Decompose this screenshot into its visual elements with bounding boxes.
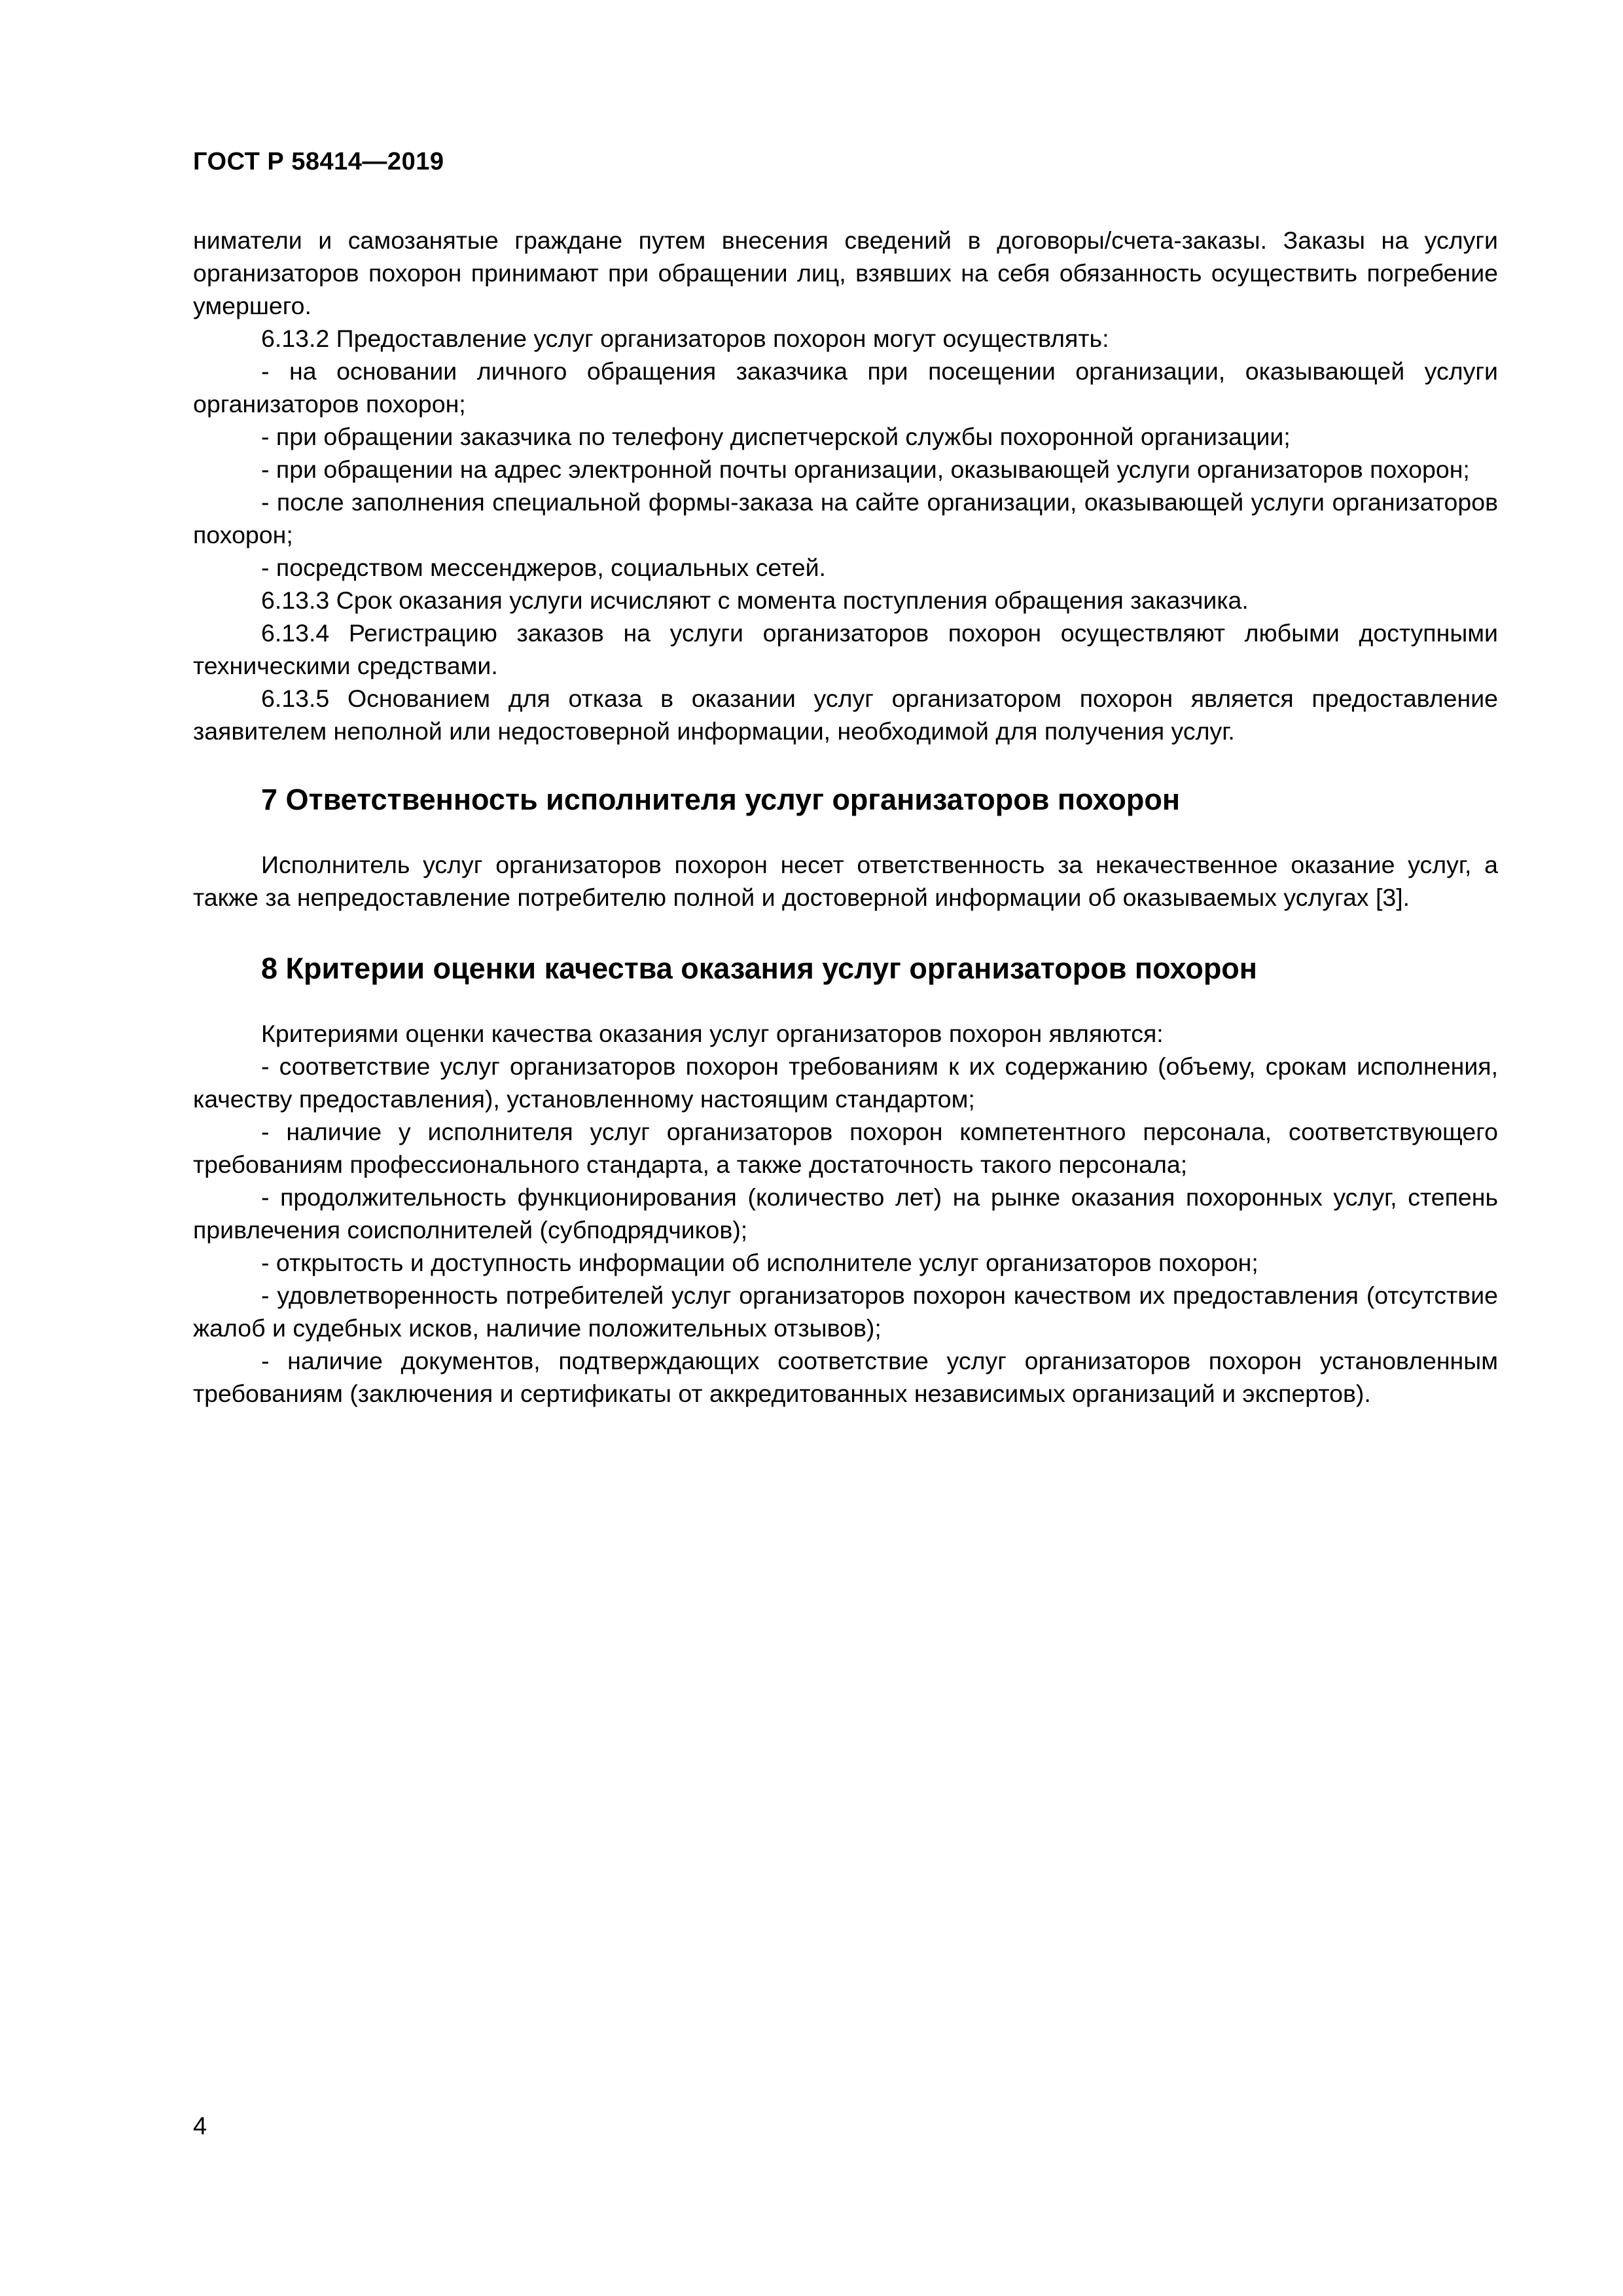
list-item: - соответствие услуг организаторов похорон требованиям к их содержанию (объему, срокам исполнения, качеству предоставления), установленному настоящим стандартом; [193, 1052, 1498, 1113]
paragraph-continuation: ниматели и самозанятые граждане путем внесения сведений в договоры/счета-заказы. Заказы на услуги организаторов похорон принимают при обращении лиц, взявших на себя обязанность осуществить погребение умершего. [193, 226, 1498, 319]
clause-6-13-4: 6.13.4 Регистрацию заказов на услуги организаторов похорон осуществляют любыми доступными техническими средствами. [193, 619, 1498, 679]
clause-6-13-3: 6.13.3 Срок оказания услуги исчисляют с момента поступления обращения заказчика. [261, 586, 1249, 614]
list-item: - продолжительность функционирования (количество лет) на рынке оказания похоронных услуг, степень привлечения соисполнителей (субподрядчиков); [193, 1183, 1498, 1244]
page-body [193, 224, 1498, 1410]
section-8-intro: Критериями оценки качества оказания услуг организаторов похорон являются: [261, 1020, 1164, 1047]
list-item: - при обращении на адрес электронной почты организации, оказывающей услуги организаторов похорон; [261, 456, 1470, 483]
list-item: - на основании личного обращения заказчика при посещении организации, оказывающей услуги организаторов похорон; [193, 357, 1498, 418]
list-item: - при обращении заказчика по телефону диспетчерской службы похоронной организации; [261, 423, 1291, 450]
list-item: - посредством мессенджеров, социальных сетей. [261, 554, 826, 581]
clause-6-13-5: 6.13.5 Основанием для отказа в оказании услуг организатором похорон является предоставление заявителем неполной или недостоверной информации, необходимой для получения услуг. [193, 685, 1498, 745]
page-number: 4 [193, 2113, 207, 2140]
section-8-heading: 8 Критерии оценки качества оказания услуг организаторов похорон [261, 952, 1257, 985]
list-item: - удовлетворенность потребителей услуг организаторов похорон качеством их предоставления (отсутствие жалоб и судебных исков, наличие положительных отзывов); [193, 1282, 1498, 1342]
list-item: - наличие у исполнителя услуг организаторов похорон компетентного персонала, соответствующего требованиям профессионального стандарта, а также достаточность такого персонала; [193, 1118, 1498, 1178]
section-7-text: Исполнитель услуг организаторов похорон несет ответственность за некачественное оказание услуг, а также за непредоставление потребителю полной и достоверной информации об оказываемых услугах [3]. [193, 851, 1498, 911]
list-item: - открытость и доступность информации об исполнителе услуг организаторов похорон; [261, 1249, 1258, 1276]
list-item: - наличие документов, подтверждающих соответствие услуг организаторов похорон установленным требованиям (заключения и сертификаты от аккредитованных независимых организаций и экспертов). [193, 1347, 1498, 1407]
document-header: ГОСТ Р 58414—2019 [193, 148, 444, 175]
list-item: - после заполнения специальной формы-заказа на сайте организации, оказывающей услуги организаторов похорон; [193, 488, 1498, 548]
section-7-heading: 7 Ответственность исполнителя услуг организаторов похорон [261, 783, 1181, 816]
clause-6-13-2: 6.13.2 Предоставление услуг организаторов похорон могут осуществлять: [261, 325, 1109, 352]
